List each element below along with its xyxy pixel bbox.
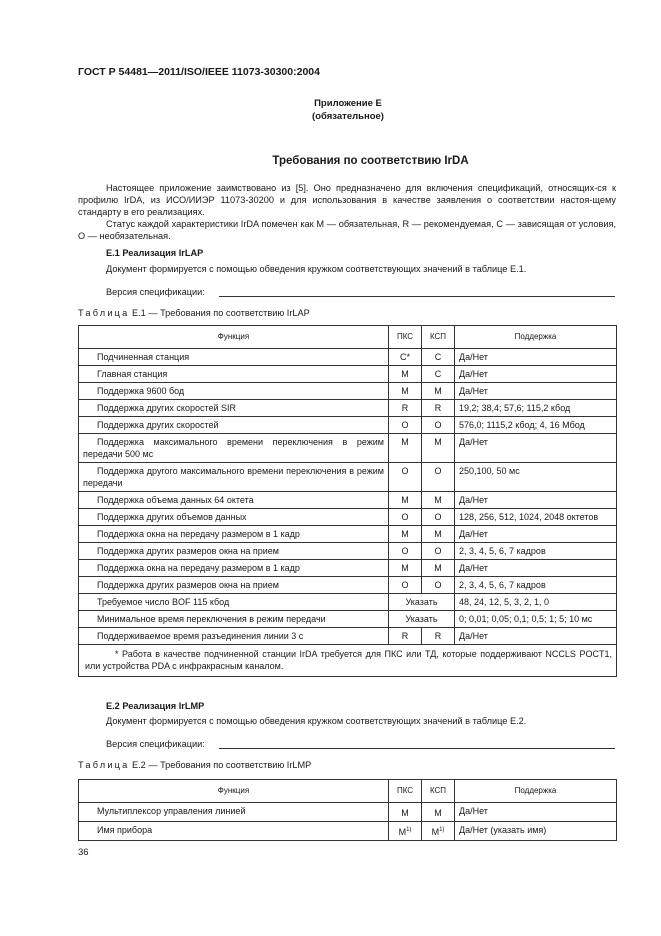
function-cell: Главная станция: [79, 366, 389, 383]
ksp-cell: М: [422, 492, 455, 509]
version-label-e1: Версия спецификации:: [106, 287, 205, 297]
support-cell[interactable]: 2, 3, 4, 5, 6, 7 кадров: [455, 577, 617, 594]
ksp-cell: О: [422, 463, 455, 492]
table-row: [79, 543, 617, 560]
col-header-ksp: КСП: [422, 780, 455, 803]
footnote-text: * Работа в качестве подчиненной станции IrDA требуется для ПКС или ТД, которые поддерживают NCCLS POCT1, или устройства PDA с инфракрасным каналом.: [85, 649, 612, 671]
table-e1-caption: [78, 308, 310, 318]
pks-cell: М: [389, 366, 422, 383]
table-row: [79, 434, 617, 463]
table-footnote: [79, 645, 617, 677]
ksp-cell: М: [422, 434, 455, 463]
ksp-cell: О: [422, 543, 455, 560]
function-cell: Поддержка максимального времени переключения в режим передачи 500 мс: [79, 434, 389, 463]
function-cell: Подчиненная станция: [79, 349, 389, 366]
ksp-value: М: [434, 808, 442, 818]
pks-cell: О: [389, 417, 422, 434]
pks-cell: О: [389, 543, 422, 560]
support-cell[interactable]: Да/Нет (указать имя): [455, 822, 617, 841]
function-cell: Поддержка других объемов данных: [79, 509, 389, 526]
ksp-cell: [422, 803, 455, 822]
ksp-cell: О: [422, 509, 455, 526]
support-cell[interactable]: 19,2; 38,4; 57,6; 115,2 кбод: [455, 400, 617, 417]
function-cell: Поддержка объема данных 64 октета: [79, 492, 389, 509]
support-cell[interactable]: Да/Нет: [455, 492, 617, 509]
specify-cell: Указать: [389, 611, 455, 628]
col-header-function: Функция: [79, 780, 389, 803]
support-cell[interactable]: Да/Нет: [455, 560, 617, 577]
support-cell[interactable]: 2, 3, 4, 5, 6, 7 кадров: [455, 543, 617, 560]
table-row: [79, 577, 617, 594]
ksp-cell: [422, 822, 455, 841]
support-cell[interactable]: Да/Нет: [455, 628, 617, 645]
support-cell[interactable]: Да/Нет: [455, 526, 617, 543]
support-cell[interactable]: 128, 256, 512, 1024, 2048 октетов: [455, 509, 617, 526]
function-cell: Поддерживаемое время разъединения линии 3 с: [79, 628, 389, 645]
support-cell[interactable]: 576,0; 1115,2 кбод; 4, 16 Мбод: [455, 417, 617, 434]
table-note-row: [79, 645, 617, 677]
support-cell[interactable]: 0; 0,01; 0,05; 0,1; 0,5; 1; 5; 10 мс: [455, 611, 617, 628]
table-row: [79, 560, 617, 577]
function-cell: Имя прибора: [79, 822, 389, 841]
pks-cell: М: [389, 560, 422, 577]
ksp-cell: М: [422, 526, 455, 543]
ksp-cell: С: [422, 349, 455, 366]
version-input-line-e1[interactable]: [219, 284, 615, 297]
section-e2-heading: Е.2 Реализация IrLMP: [106, 701, 205, 711]
pks-cell: М: [389, 492, 422, 509]
col-header-support: Поддержка: [455, 780, 617, 803]
table-e2: [78, 779, 617, 841]
table-row: [79, 628, 617, 645]
support-cell[interactable]: Да/Нет: [455, 349, 617, 366]
pks-value: М: [398, 827, 407, 837]
section-e1-text: Документ формируется с помощью обведения кружком соответствующих значений в таблице Е.1.: [106, 264, 527, 274]
table-header-row: [79, 780, 617, 803]
caption-text: Е.1 — Требования по соответствию IrLAP: [132, 308, 310, 318]
section-e2-text: Документ формируется с помощью обведения кружком соответствующих значений в таблице Е.2.: [106, 716, 527, 726]
ksp-cell: С: [422, 366, 455, 383]
col-header-function: Функция: [79, 326, 389, 349]
specify-cell: Указать: [389, 594, 455, 611]
standard-header: ГОСТ Р 54481—2011/ISO/IEEE 11073-30300:2004: [78, 66, 320, 78]
pks-cell: R: [389, 628, 422, 645]
pks-cell: М: [389, 434, 422, 463]
table-row: [79, 822, 617, 841]
function-cell: Поддержка других размеров окна на прием: [79, 577, 389, 594]
pks-cell: О: [389, 463, 422, 492]
col-header-support: Поддержка: [455, 326, 617, 349]
version-input-line-e2[interactable]: [219, 736, 615, 749]
table-e2-caption: [78, 760, 311, 770]
function-cell: Минимальное время переключения в режим передачи: [79, 611, 389, 628]
table-row: [79, 349, 617, 366]
footnote-ref: 1): [406, 827, 412, 833]
ksp-cell: О: [422, 577, 455, 594]
table-row: [79, 400, 617, 417]
table-row: [79, 417, 617, 434]
appendix-name: Приложение Е: [314, 98, 382, 109]
intro-paragraph: Статус каждой характеристики IrDA помечен как М — обязательная, R — рекомендуемая, С — зависящая от условия, О — необязательная.: [78, 219, 616, 241]
support-cell[interactable]: Да/Нет: [455, 383, 617, 400]
support-cell[interactable]: Да/Нет: [455, 434, 617, 463]
function-cell: Поддержка других скоростей SIR: [79, 400, 389, 417]
table-row: [79, 594, 617, 611]
table-row: [79, 803, 617, 822]
table-row: [79, 383, 617, 400]
pks-cell: М: [389, 383, 422, 400]
pks-value: М: [401, 808, 409, 818]
function-cell: Поддержка других размеров окна на прием: [79, 543, 389, 560]
table-word: Таблица: [78, 308, 130, 318]
page-number: 36: [78, 847, 89, 858]
table-e1: [78, 325, 617, 677]
footnote-ref: 1): [439, 827, 445, 833]
function-cell: Поддержка других скоростей: [79, 417, 389, 434]
pks-cell: О: [389, 577, 422, 594]
pks-cell: R: [389, 400, 422, 417]
table-header-row: [79, 326, 617, 349]
table-row: [79, 526, 617, 543]
pks-cell: О: [389, 509, 422, 526]
table-row: [79, 366, 617, 383]
appendix-status: (обязательное): [312, 111, 384, 122]
ksp-cell: R: [422, 400, 455, 417]
intro-text: [78, 182, 616, 242]
table-row: [79, 509, 617, 526]
pks-cell: М: [389, 526, 422, 543]
appendix-heading: [0, 97, 661, 123]
section-e1-heading: Е.1 Реализация IrLAP: [106, 248, 204, 258]
table-word: Таблица: [78, 760, 130, 770]
support-cell[interactable]: Да/Нет: [455, 803, 617, 822]
table-row: [79, 492, 617, 509]
table-row: [79, 611, 617, 628]
function-cell: Поддержка другого максимального времени переключения в режим передачи: [79, 463, 389, 492]
col-header-pks: ПКС: [389, 326, 422, 349]
pks-cell: [389, 822, 422, 841]
ksp-cell: М: [422, 560, 455, 577]
pks-cell: С*: [389, 349, 422, 366]
ksp-value: М: [431, 827, 440, 837]
pks-cell: [389, 803, 422, 822]
support-cell[interactable]: 48, 24, 12, 5, 3, 2, 1, 0: [455, 594, 617, 611]
ksp-cell: М: [422, 383, 455, 400]
function-cell: Поддержка окна на передачу размером в 1 кадр: [79, 560, 389, 577]
function-cell: Поддержка окна на передачу размером в 1 кадр: [79, 526, 389, 543]
col-header-ksp: КСП: [422, 326, 455, 349]
version-label-e2: Версия спецификации:: [106, 739, 205, 749]
caption-text: Е.2 — Требования по соответствию IrLMP: [132, 760, 312, 770]
support-cell[interactable]: Да/Нет: [455, 366, 617, 383]
section-title: Требования по соответствию IrDA: [272, 155, 469, 167]
support-cell[interactable]: 250,100, 50 мс: [455, 463, 617, 492]
col-header-pks: ПКС: [389, 780, 422, 803]
function-cell: Мультиплексор управления линией: [79, 803, 389, 822]
table-row: [79, 463, 617, 492]
ksp-cell: R: [422, 628, 455, 645]
function-cell: Поддержка 9600 бод: [79, 383, 389, 400]
ksp-cell: О: [422, 417, 455, 434]
intro-paragraph: Настоящее приложение заимствовано из [5]. Оно предназначено для включения спецификаций, относящих-ся к профилю IrDA, из ИСО/ИИЭР 11073-30200 и для использования в качестве заявления о соответствии настоя-щему стандарту в его реализациях.: [78, 183, 616, 217]
function-cell: Требуемое число BOF 115 кбод: [79, 594, 389, 611]
